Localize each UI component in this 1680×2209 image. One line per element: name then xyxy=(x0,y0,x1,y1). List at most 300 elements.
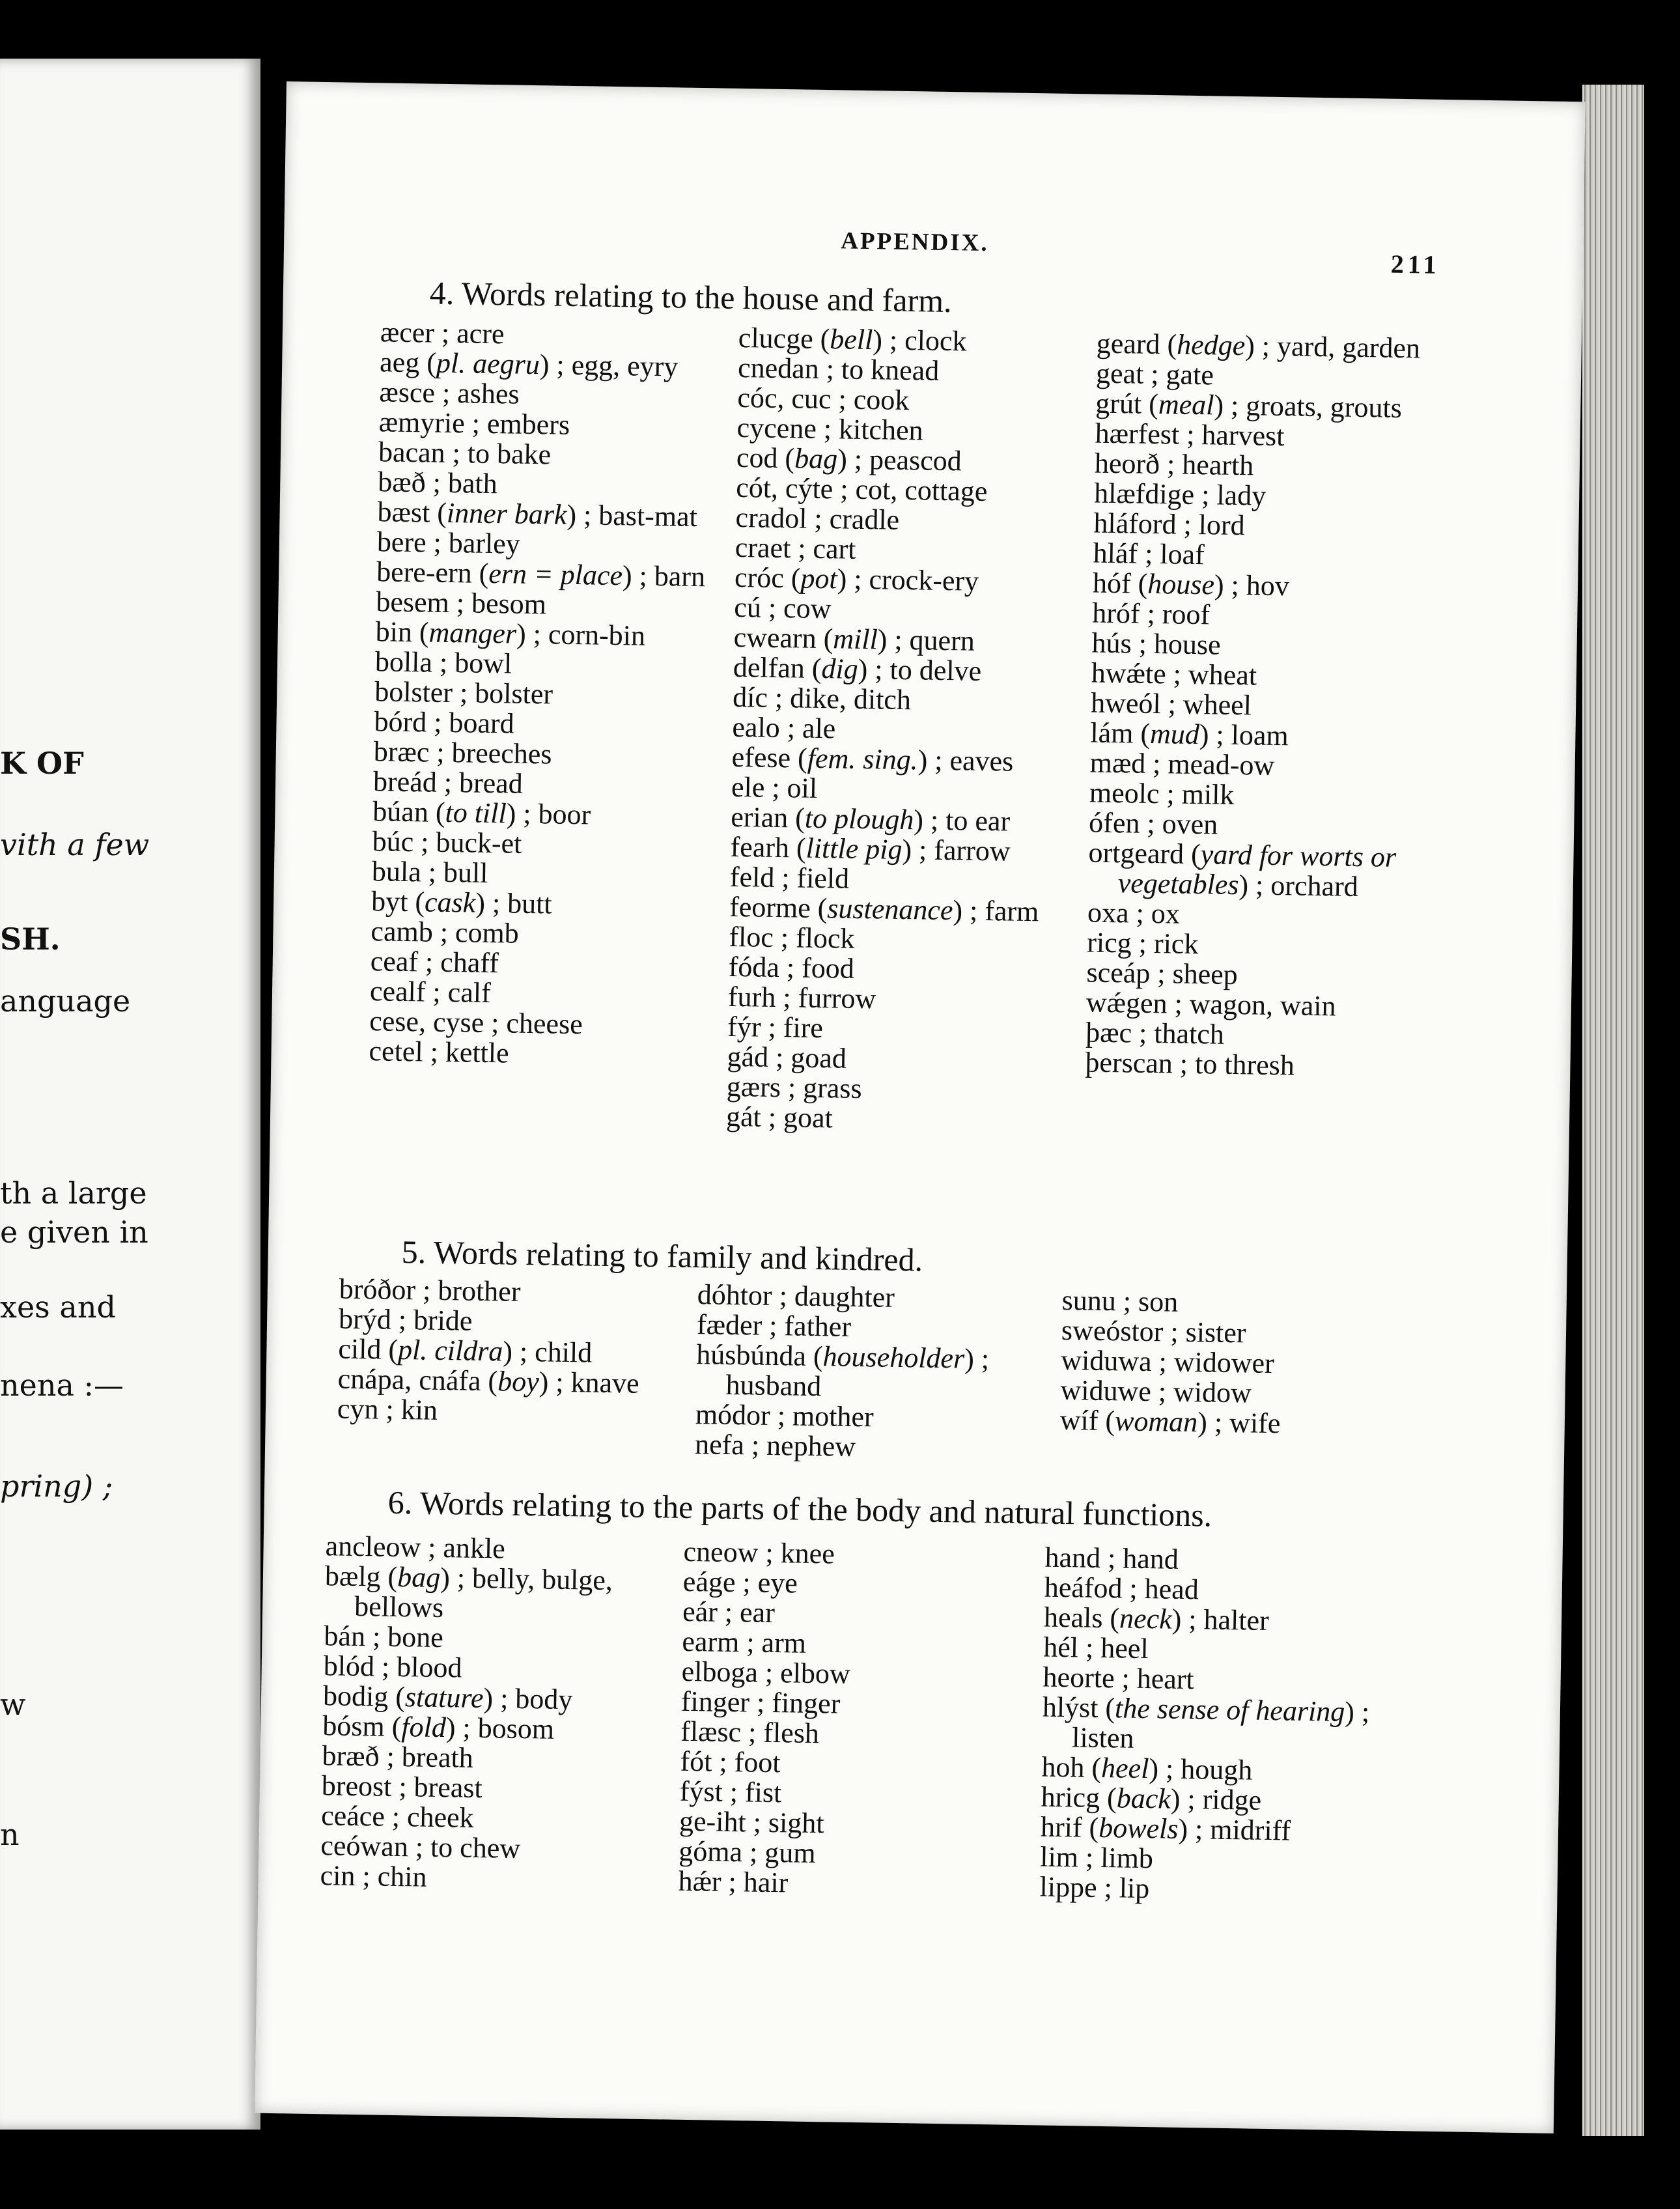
english-meaning: ridge xyxy=(1202,1783,1262,1816)
english-meaning: barn xyxy=(654,559,706,593)
english-meaning: furrow xyxy=(798,981,876,1015)
glossary-entry: besem ; besom xyxy=(376,585,547,621)
english-meaning: breast xyxy=(413,1771,483,1805)
english-meaning: nephew xyxy=(766,1429,856,1463)
headword: bere-ern xyxy=(376,556,473,589)
headword: ge-iht xyxy=(679,1805,747,1838)
english-meaning: hair xyxy=(743,1866,789,1899)
section-heading: 5. Words relating to family and kindred. xyxy=(401,1233,923,1278)
page xyxy=(255,81,1586,2133)
glossary-entry: fearh (little pig) ; farrow xyxy=(730,830,1011,867)
english-meaning: cook xyxy=(853,383,910,417)
english-meaning: sister xyxy=(1185,1316,1246,1349)
glossary-entry: cod (bag) ; peascod xyxy=(736,441,962,477)
glossary-entry: bælg (bag) ; belly, bulge, bellows xyxy=(324,1560,613,1624)
glossary-entry: bræð ; breath xyxy=(322,1739,474,1774)
glossary-entry: æsce ; ashes xyxy=(379,376,520,410)
english-meaning: widower xyxy=(1173,1345,1275,1380)
english-meaning: knave xyxy=(570,1366,640,1400)
english-meaning: son xyxy=(1138,1285,1179,1318)
glossary-column xyxy=(726,323,1090,1137)
glossary-entry: bósm (fold) ; bosom xyxy=(322,1710,555,1745)
glossary-entry: hrif (bowels) ; midriff xyxy=(1040,1810,1291,1847)
headword: hlýst xyxy=(1042,1691,1099,1724)
glossary-entry: þerscan ; to thresh xyxy=(1085,1046,1295,1082)
headword: hlæfdige xyxy=(1093,477,1195,511)
glossary-entry: widuwa ; widower xyxy=(1060,1344,1275,1380)
headword: gád xyxy=(727,1040,769,1073)
english-meaning: breeches xyxy=(451,737,552,770)
english-meaning: groats, grouts xyxy=(1245,389,1403,424)
headword: cetel xyxy=(369,1035,424,1068)
headword: díc xyxy=(732,681,768,714)
english-meaning: ashes xyxy=(456,377,520,410)
glossary-entry: lám (mud) ; loam xyxy=(1090,716,1289,752)
english-meaning: bolster xyxy=(474,677,553,711)
english-meaning: bride xyxy=(413,1304,473,1337)
glossary-entry: camb ; comb xyxy=(371,915,520,950)
english-meaning: yard, garden xyxy=(1276,330,1421,365)
headword: bolster xyxy=(374,675,453,709)
english-meaning: butt xyxy=(507,887,553,920)
headword: blód xyxy=(323,1650,375,1683)
glossary-entry: díc ; dike, ditch xyxy=(732,681,912,716)
english-meaning: oil xyxy=(787,772,818,804)
literal-gloss: manger xyxy=(428,616,517,650)
headword: lim xyxy=(1039,1840,1079,1874)
english-meaning: bowl xyxy=(454,647,512,680)
headword: hóf xyxy=(1092,567,1132,600)
english-meaning: wagon, wain xyxy=(1189,987,1337,1022)
headword: cwearn xyxy=(733,621,817,654)
glossary-entry: ele ; oil xyxy=(731,770,818,804)
glossary-column xyxy=(337,1274,692,1429)
glossary-entry: hweól ; wheel xyxy=(1090,686,1252,722)
glossary-entry: meolc ; milk xyxy=(1089,776,1235,811)
english-meaning: lip xyxy=(1119,1872,1150,1905)
english-meaning: calf xyxy=(447,976,492,1009)
english-meaning: corn-bin xyxy=(548,618,646,652)
glossary-entry: hoh (heel) ; hough xyxy=(1041,1751,1253,1786)
headword: mæd xyxy=(1089,746,1146,780)
previous-page-text: xes and xyxy=(0,1289,116,1325)
glossary-entry: góma ; gum xyxy=(679,1835,816,1870)
headword: bæð xyxy=(377,466,427,499)
glossary-entry: fóda ; food xyxy=(728,950,855,985)
english-meaning: thatch xyxy=(1153,1017,1225,1050)
headword: bere xyxy=(376,526,427,559)
headword: sceáp xyxy=(1086,956,1151,989)
english-meaning: house xyxy=(1153,628,1221,661)
headword: hús xyxy=(1091,626,1132,660)
glossary-entry: cese, cyse ; cheese xyxy=(369,1005,583,1041)
english-meaning: daughter xyxy=(794,1280,895,1314)
headword: flæsc xyxy=(680,1715,742,1749)
glossary-entry: cót, cýte ; cot, cottage xyxy=(735,471,988,507)
english-meaning: clock xyxy=(904,324,967,358)
glossary-entry: hláford ; lord xyxy=(1093,507,1246,542)
glossary-entry: ceówan ; to chew xyxy=(320,1829,521,1864)
english-meaning: bread xyxy=(458,767,524,800)
headword: ele xyxy=(731,770,765,804)
english-meaning: bosom xyxy=(477,1711,555,1745)
literal-gloss: little pig xyxy=(805,832,903,865)
glossary-entry: oxa ; ox xyxy=(1087,896,1181,930)
english-meaning: chin xyxy=(377,1860,427,1893)
glossary-entry: eáge ; eye xyxy=(682,1565,798,1599)
headword: hærfest xyxy=(1095,417,1180,451)
english-meaning: wife xyxy=(1229,1407,1281,1440)
headword: cóc, cuc xyxy=(737,381,832,415)
english-meaning: dike, ditch xyxy=(789,682,912,716)
literal-gloss: householder xyxy=(822,1340,965,1375)
english-meaning: embers xyxy=(486,407,570,441)
english-meaning: bone xyxy=(387,1620,444,1654)
headword: byt xyxy=(371,885,408,918)
literal-gloss: stature xyxy=(404,1681,484,1715)
english-meaning: foot xyxy=(734,1746,781,1779)
english-meaning: head xyxy=(1144,1572,1199,1606)
headword: finger xyxy=(680,1685,750,1719)
headword: heáfod xyxy=(1044,1571,1123,1605)
english-meaning: boor xyxy=(538,798,591,831)
literal-gloss: fem. sing. xyxy=(807,742,919,776)
headword: feorme xyxy=(729,890,811,924)
glossary-entry: hwǽte ; wheat xyxy=(1091,656,1257,692)
previous-page-text: K OF xyxy=(0,746,84,781)
glossary-entry: clucge (bell) ; clock xyxy=(738,321,967,358)
glossary-entry: furh ; furrow xyxy=(727,980,876,1015)
glossary-entry: cealf ; calf xyxy=(369,975,492,1009)
headword: hrif xyxy=(1040,1810,1082,1844)
glossary-entry: þæc ; thatch xyxy=(1085,1016,1225,1050)
english-meaning: gate xyxy=(1166,358,1214,391)
glossary-entry: cild (pl. cildra) ; child xyxy=(338,1332,593,1369)
headword: bórd xyxy=(374,705,427,739)
english-meaning: buck-et xyxy=(436,826,522,860)
headword: ceówan xyxy=(320,1829,409,1863)
literal-gloss: mill xyxy=(832,623,878,656)
glossary-entry: fýr ; fire xyxy=(727,1010,824,1045)
glossary-entry: æcer ; acre xyxy=(380,316,505,350)
english-meaning: comb xyxy=(455,916,520,950)
headword: brýd xyxy=(338,1302,392,1336)
glossary-entry: grút (meal) ; groats, grouts xyxy=(1095,387,1403,424)
glossary-entry: widuwe ; widow xyxy=(1060,1373,1252,1409)
glossary-entry: wǽgen ; wagon, wain xyxy=(1085,986,1337,1022)
glossary-entry: fýst ; fist xyxy=(679,1775,782,1809)
glossary-entry: heals (neck) ; halter xyxy=(1043,1601,1270,1637)
glossary-entry: æmyrie ; embers xyxy=(378,406,570,441)
glossary-entry: geard (hedge) ; yard, garden xyxy=(1096,327,1421,365)
glossary-entry: dóhtor ; daughter xyxy=(697,1278,895,1314)
headword: bacan xyxy=(378,436,446,469)
glossary-entry: cyn ; kin xyxy=(337,1392,438,1426)
english-meaning: peascod xyxy=(869,443,962,477)
headword: lippe xyxy=(1039,1870,1097,1904)
headword: þæc xyxy=(1085,1016,1132,1049)
glossary-entry: feld ; field xyxy=(729,860,850,895)
glossary-entry: hricg (back) ; ridge xyxy=(1041,1780,1262,1816)
english-meaning: loaf xyxy=(1160,538,1205,571)
glossary-entry: lim ; limb xyxy=(1039,1840,1154,1875)
literal-gloss: pl. aegru xyxy=(436,346,540,381)
glossary-entry: hláf ; loaf xyxy=(1093,537,1205,571)
english-meaning: goad xyxy=(790,1041,847,1075)
glossary-entry: delfan (dig) ; to delve xyxy=(733,651,982,687)
headword: floc xyxy=(729,920,774,953)
english-meaning: belly, bulge, bellows xyxy=(354,1562,613,1624)
headword: cycene xyxy=(736,411,817,445)
glossary-entry: heorð ; hearth xyxy=(1094,447,1254,482)
glossary-entry: breád ; bread xyxy=(372,765,524,800)
english-meaning: midriff xyxy=(1209,1813,1291,1847)
english-meaning: flesh xyxy=(763,1716,820,1750)
headword: fóda xyxy=(728,950,780,984)
headword: sunu xyxy=(1061,1284,1117,1317)
english-meaning: cheese xyxy=(506,1007,583,1041)
previous-page-text: e given in xyxy=(0,1215,148,1250)
english-meaning: halter xyxy=(1203,1603,1270,1637)
glossary-entry: bere-ern (ern = place) ; barn xyxy=(376,556,706,593)
glossary-entry: cneow ; knee xyxy=(683,1535,835,1570)
english-meaning: body xyxy=(515,1682,573,1716)
english-meaning: fire xyxy=(783,1011,824,1045)
headword: búan xyxy=(372,795,429,828)
glossary-entry: earm ; arm xyxy=(682,1625,807,1659)
literal-gloss: cask xyxy=(424,886,476,919)
glossary-entry: efese (fem. sing.) ; eaves xyxy=(731,740,1014,778)
glossary-entry: heorte ; heart xyxy=(1043,1661,1195,1696)
english-meaning: field xyxy=(796,862,850,895)
section-heading: 4. Words relating to the house and farm. xyxy=(429,274,953,320)
glossary-entry: ceáce ; cheek xyxy=(320,1799,475,1834)
english-meaning: mother xyxy=(792,1400,875,1433)
glossary-entry: cwearn (mill) ; quern xyxy=(733,621,975,657)
glossary-entry: nefa ; nephew xyxy=(694,1428,856,1463)
headword: ricg xyxy=(1087,926,1132,959)
glossary-entry: feorme (sustenance) ; farm xyxy=(729,890,1039,928)
literal-gloss: yard for worts or vegetables xyxy=(1117,838,1397,901)
headword: bræð xyxy=(322,1739,380,1773)
english-meaning: kin xyxy=(400,1394,438,1426)
english-meaning: food xyxy=(801,951,855,985)
headword: gát xyxy=(725,1100,762,1133)
glossary-entry: hǽr ; hair xyxy=(678,1864,789,1899)
headword: hricg xyxy=(1041,1780,1100,1814)
glossary-entry: flæsc ; flesh xyxy=(680,1715,820,1750)
headword: bælg xyxy=(324,1560,381,1593)
glossary-entry: mæd ; mead-ow xyxy=(1089,746,1275,781)
glossary-entry: finger ; finger xyxy=(680,1685,841,1720)
headword: furh xyxy=(727,980,776,1013)
literal-gloss: mud xyxy=(1149,717,1200,751)
headword: erian xyxy=(730,800,789,834)
literal-gloss: the sense of hearing xyxy=(1114,1692,1345,1728)
headword: cild xyxy=(338,1332,382,1366)
headword: wǽgen xyxy=(1085,986,1168,1020)
headword: bæst xyxy=(377,496,430,529)
glossary-entry: byt (cask) ; butt xyxy=(371,885,553,920)
english-meaning: finger xyxy=(771,1687,841,1720)
glossary-entry: cetel ; kettle xyxy=(369,1035,510,1069)
headword: bræc xyxy=(373,735,430,768)
literal-gloss: pl. cildra xyxy=(397,1333,503,1368)
previous-page-text: nena :— xyxy=(0,1368,124,1403)
literal-gloss: heel xyxy=(1100,1751,1149,1785)
english-meaning: hov xyxy=(1246,569,1290,602)
headword: bodig xyxy=(322,1680,389,1713)
glossary-column xyxy=(678,1537,1035,1902)
glossary-entry: erian (to plough) ; to ear xyxy=(730,800,1011,837)
english-meaning: to delve xyxy=(889,653,982,687)
headword: cyn xyxy=(337,1392,379,1426)
glossary-entry: fæder ; father xyxy=(696,1308,852,1343)
glossary-column xyxy=(369,317,732,1071)
headword: hláf xyxy=(1093,537,1138,570)
literal-gloss: house xyxy=(1147,567,1215,601)
headword: fýr xyxy=(727,1010,761,1043)
literal-gloss: ern = place xyxy=(488,557,623,592)
english-meaning: father xyxy=(784,1310,852,1343)
headword: earm xyxy=(682,1625,740,1659)
headword: wíf xyxy=(1059,1403,1099,1437)
glossary-entry: ortgeard (yard for worts or vegetables) ; orchard xyxy=(1088,836,1397,903)
glossary-entry: bæð ; bath xyxy=(377,466,498,500)
headword: meolc xyxy=(1089,776,1160,810)
headword: aeg xyxy=(379,346,420,379)
english-meaning: ale xyxy=(802,712,836,745)
english-meaning: heart xyxy=(1136,1662,1195,1696)
headword: cealf xyxy=(369,975,426,1008)
glossary-entry: gád ; goad xyxy=(727,1040,847,1075)
headword: cót, cýte xyxy=(735,471,833,505)
headword: besem xyxy=(376,585,450,619)
glossary-column xyxy=(695,1280,1049,1465)
glossary-entry: bróðor ; brother xyxy=(339,1273,521,1308)
glossary-entry: bolster ; bolster xyxy=(374,675,553,711)
headword: sweóstor xyxy=(1061,1314,1164,1348)
glossary-entry: bacan ; to bake xyxy=(378,436,552,471)
glossary-entry: cradol ; cradle xyxy=(735,501,900,536)
english-meaning: cart xyxy=(813,532,856,565)
english-meaning: knee xyxy=(780,1537,835,1570)
glossary-entry: húsbúnda (householder) ; husband xyxy=(695,1338,990,1403)
literal-gloss: bell xyxy=(829,323,873,356)
glossary-entry: sceáp ; sheep xyxy=(1086,956,1239,991)
english-meaning: to thresh xyxy=(1194,1048,1295,1082)
glossary-entry: ge-iht ; sight xyxy=(679,1805,824,1840)
headword: widuwa xyxy=(1060,1344,1152,1378)
glossary-entry: geat ; gate xyxy=(1095,357,1214,391)
english-meaning: husband xyxy=(725,1368,822,1403)
english-meaning: loam xyxy=(1231,718,1289,752)
english-meaning: lady xyxy=(1216,479,1267,512)
section-heading: 6. Words relating to the parts of the body and natural functions. xyxy=(387,1484,1212,1534)
glossary-entry: gát ; goat xyxy=(725,1100,833,1134)
english-meaning: hough xyxy=(1180,1752,1253,1786)
glossary-entry: ancleow ; ankle xyxy=(325,1530,506,1565)
literal-gloss: boy xyxy=(497,1365,540,1398)
headword: húsbúnda xyxy=(695,1338,807,1372)
english-meaning: sheep xyxy=(1172,957,1239,991)
glossary-entry: craet ; cart xyxy=(735,531,856,565)
literal-gloss: to plough xyxy=(804,802,914,836)
glossary-entry: aeg (pl. aegru) ; egg, eyry xyxy=(379,346,679,383)
english-meaning: bast-mat xyxy=(598,499,698,533)
english-meaning: cow xyxy=(783,592,832,625)
english-meaning: egg, eyry xyxy=(571,348,679,383)
headword: lám xyxy=(1090,716,1134,750)
glossary-entry: sweóstor ; sister xyxy=(1061,1314,1246,1349)
english-meaning: fist xyxy=(744,1776,782,1809)
english-meaning: to chew xyxy=(430,1831,521,1864)
english-meaning: eaves xyxy=(949,744,1014,778)
glossary-entry: cnápa, cnáfa (boy) ; knave xyxy=(337,1362,640,1400)
english-meaning: widow xyxy=(1173,1375,1252,1409)
headword: þerscan xyxy=(1085,1046,1173,1080)
english-meaning: heel xyxy=(1100,1631,1149,1665)
headword: góma xyxy=(679,1835,743,1868)
glossary-entry: ealo ; ale xyxy=(732,711,836,745)
english-meaning: wheel xyxy=(1183,688,1252,722)
english-meaning: cot, cottage xyxy=(855,473,988,507)
glossary-entry: cóc, cuc ; cook xyxy=(737,381,910,417)
headword: ealo xyxy=(732,711,781,744)
glossary-entry: hlýst (the sense of hearing) ; listen xyxy=(1042,1691,1370,1754)
glossary-entry: ricg ; rick xyxy=(1087,926,1199,961)
english-meaning: kitchen xyxy=(838,413,923,447)
english-meaning: hand xyxy=(1122,1542,1179,1575)
literal-gloss: neck xyxy=(1119,1602,1173,1635)
headword: ceaf xyxy=(370,945,419,978)
english-meaning: ankle xyxy=(443,1532,506,1565)
literal-gloss: to till xyxy=(445,796,507,830)
headword: grút xyxy=(1095,387,1142,420)
headword: cróc xyxy=(734,561,785,595)
glossary-column xyxy=(320,1531,677,1896)
headword: fýst xyxy=(679,1775,723,1808)
headword: hweól xyxy=(1090,686,1162,720)
headword: eáge xyxy=(682,1565,736,1599)
headword: æsce xyxy=(379,376,436,409)
headword: oxa xyxy=(1087,896,1130,929)
headword: hoh xyxy=(1041,1751,1085,1784)
glossary-entry: wíf (woman) ; wife xyxy=(1059,1403,1281,1440)
glossary-entry: ceaf ; chaff xyxy=(370,945,499,979)
headword: æcer xyxy=(380,316,435,349)
literal-gloss: meal xyxy=(1158,388,1214,421)
english-meaning: hearth xyxy=(1181,448,1254,482)
headword: módor xyxy=(695,1398,771,1431)
glossary-entry: gærs ; grass xyxy=(726,1070,862,1105)
english-meaning: arm xyxy=(761,1626,807,1659)
english-meaning: besom xyxy=(471,587,547,621)
literal-gloss: woman xyxy=(1114,1405,1198,1439)
literal-gloss: back xyxy=(1116,1782,1171,1815)
english-meaning: lord xyxy=(1198,509,1246,542)
english-meaning: kettle xyxy=(445,1036,510,1069)
glossary-entry: breost ; breast xyxy=(321,1769,483,1805)
english-meaning: to bake xyxy=(467,437,552,471)
headword: geard xyxy=(1096,327,1160,361)
headword: feld xyxy=(729,860,775,893)
glossary-entry: hróf ; roof xyxy=(1091,597,1211,631)
headword: cú xyxy=(734,591,762,624)
headword: cese, cyse xyxy=(369,1005,484,1039)
headword: hand xyxy=(1044,1541,1101,1574)
headword: eár xyxy=(682,1595,718,1628)
